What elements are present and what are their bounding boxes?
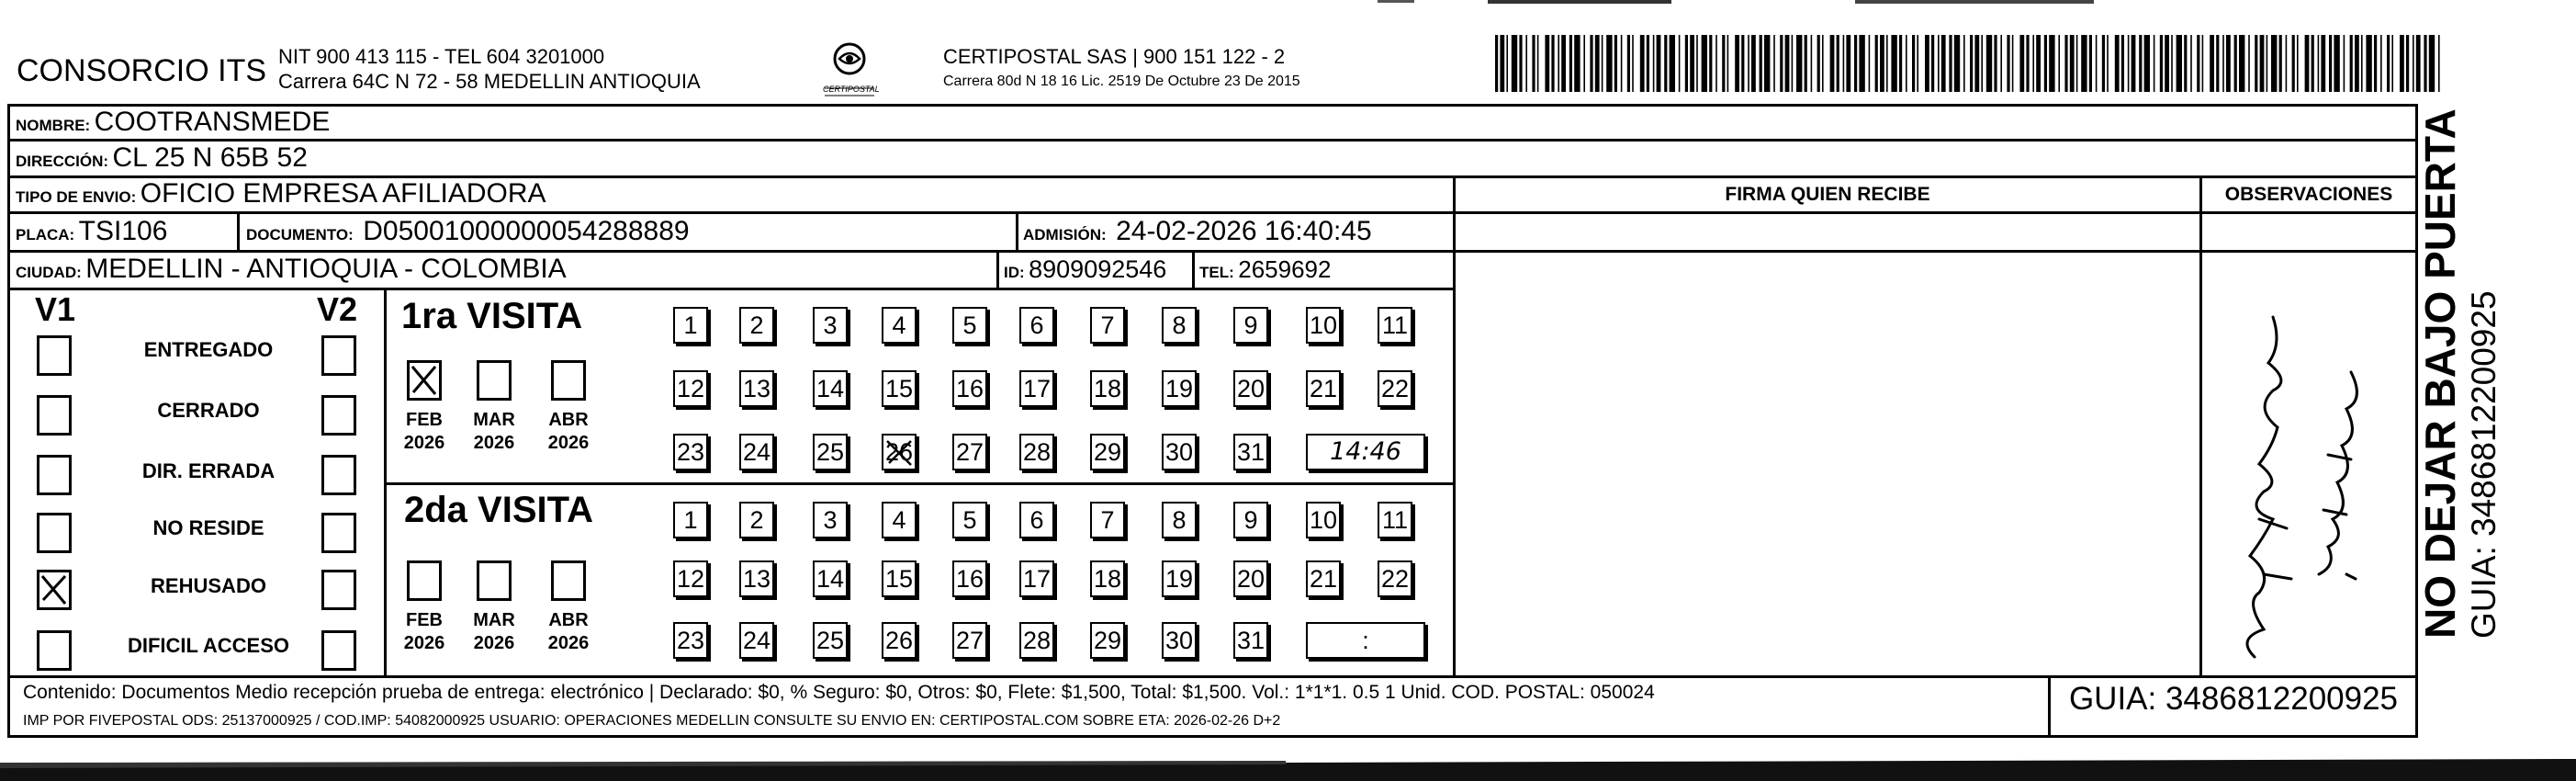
second-visit-day-23[interactable]: 23 (673, 622, 708, 659)
second-visit-day-25[interactable]: 25 (813, 622, 848, 659)
v2-checkbox[interactable] (321, 335, 356, 376)
v1-checkbox[interactable] (37, 335, 72, 376)
id-value: 8909092546 (1029, 255, 1167, 283)
second-visit-day-24[interactable]: 24 (739, 622, 774, 659)
v1-checkbox[interactable] (37, 570, 72, 610)
contenido-line: Contenido: Documentos Medio recepción prueba de entrega: electrónico | Declarado: $0, % Seguro: $0, Otros: $0, Flete: $1,500, Total: $1,500. Vol.: 1*1*1. 0.5 1 Unid. COD. POSTAL: 050024 (23, 682, 1655, 703)
month-label: MAR 2026 (473, 610, 515, 653)
certipostal-info (943, 44, 1300, 94)
v2-checkbox[interactable] (321, 630, 356, 671)
second-visit-time[interactable]: : (1306, 622, 1425, 659)
col-line (996, 250, 999, 288)
second-visit-month-box[interactable] (477, 560, 512, 601)
second-visit-month-box[interactable] (407, 560, 442, 601)
first-visit-day-3[interactable]: 3 (813, 307, 848, 344)
first-visit-day-29[interactable]: 29 (1090, 434, 1125, 470)
second-visit-day-11[interactable]: 11 (1378, 502, 1412, 538)
first-visit-day-1[interactable]: 1 (673, 307, 708, 344)
id-label: ID: (1004, 264, 1025, 281)
v2-checkbox[interactable] (321, 513, 356, 553)
tipo-envio-field (16, 178, 546, 214)
company-name: CONSORCIO ITS (17, 53, 267, 88)
ciudad-field (16, 254, 567, 289)
second-visit-day-10[interactable]: 10 (1306, 502, 1341, 538)
status-label: DIR. ERRADA (141, 459, 276, 482)
v1-checkbox[interactable] (37, 630, 72, 671)
first-visit-day-6[interactable]: 6 (1019, 307, 1054, 344)
footer-top-line (7, 675, 2415, 678)
row-line (7, 139, 2415, 141)
col-line (2199, 175, 2202, 675)
second-visit-day-29[interactable]: 29 (1090, 622, 1125, 659)
first-visit-day-9[interactable]: 9 (1233, 307, 1268, 344)
first-visit-day-10[interactable]: 10 (1306, 307, 1341, 344)
month-label: FEB 2026 (403, 410, 445, 453)
tel-field (1199, 254, 1331, 289)
admision-label: ADMISIÓN: (1023, 226, 1107, 243)
first-visit-day-4[interactable]: 4 (882, 307, 917, 344)
first-visit-day-27[interactable]: 27 (952, 434, 987, 470)
direccion-label: DIRECCIÓN: (16, 153, 109, 170)
second-visit-day-20[interactable]: 20 (1233, 560, 1268, 597)
v1-checkbox[interactable] (37, 513, 72, 553)
first-visit-day-12[interactable]: 12 (673, 370, 708, 407)
observaciones-header: OBSERVACIONES (2224, 184, 2393, 205)
second-visit-day-19[interactable]: 19 (1162, 560, 1197, 597)
guia-number: GUIA: 3486812200925 (2068, 681, 2399, 717)
no-dejar-bajo-puerta: NO DEJAR BAJO PUERTA (2416, 108, 2464, 639)
second-visit-day-8[interactable]: 8 (1162, 502, 1197, 538)
first-visit-day-8[interactable]: 8 (1162, 307, 1197, 344)
second-visit-day-13[interactable]: 13 (739, 560, 774, 597)
scan-artifact (1378, 0, 2112, 6)
admision-field (1023, 216, 1372, 252)
certipostal-logo (817, 40, 882, 101)
first-visit-day-23[interactable]: 23 (673, 434, 708, 470)
month-label: ABR 2026 (547, 610, 590, 653)
second-visit-day-6[interactable]: 6 (1019, 502, 1054, 538)
admision-value: 24-02-2026 16:40:45 (1116, 216, 1372, 246)
first-visit-time[interactable]: 14:46 (1306, 434, 1425, 470)
v2-checkbox[interactable] (321, 455, 356, 495)
first-visit-day-25[interactable]: 25 (813, 434, 848, 470)
documento-value: D05001000000054288889 (363, 216, 690, 246)
company-info (278, 44, 701, 94)
barcode (1495, 35, 2443, 92)
first-visit-day-28[interactable]: 28 (1019, 434, 1054, 470)
second-visit-day-3[interactable]: 3 (813, 502, 848, 538)
certipostal-address: Carrera 80d N 18 16 Lic. 2519 De Octubre 23 De 2015 (943, 74, 1300, 89)
col-line (1192, 250, 1195, 288)
second-visit-day-1[interactable]: 1 (673, 502, 708, 538)
first-visit-day-7[interactable]: 7 (1090, 307, 1125, 344)
second-visit-day-17[interactable]: 17 (1019, 560, 1054, 597)
tipo-envio-value: OFICIO EMPRESA AFILIADORA (140, 178, 546, 209)
v1-checkbox[interactable] (37, 395, 72, 436)
first-visit-day-19[interactable]: 19 (1162, 370, 1197, 407)
signature (2209, 299, 2383, 666)
visit-divider (384, 482, 1453, 485)
status-label: REHUSADO (151, 574, 266, 597)
status-label: DIFICIL ACCESO (127, 634, 289, 657)
second-visit-month-box[interactable] (551, 560, 586, 601)
second-visit-day-28[interactable]: 28 (1019, 622, 1054, 659)
status-label: NO RESIDE (152, 516, 264, 539)
second-visit-day-7[interactable]: 7 (1090, 502, 1125, 538)
nit-line: NIT 900 413 115 - TEL 604 3201000 (278, 45, 605, 68)
tel-label: TEL: (1199, 264, 1234, 281)
second-visit-day-26[interactable]: 26 (882, 622, 917, 659)
second-visit-day-22[interactable]: 22 (1378, 560, 1412, 597)
month-label: FEB 2026 (403, 610, 445, 653)
v2-checkbox[interactable] (321, 395, 356, 436)
v1-header: V1 (35, 290, 76, 328)
documento-field (246, 216, 690, 252)
second-visit-day-21[interactable]: 21 (1306, 560, 1341, 597)
month-label: ABR 2026 (547, 410, 590, 453)
second-visit-day-18[interactable]: 18 (1090, 560, 1125, 597)
tipo-envio-label: TIPO DE ENVIO: (16, 188, 137, 206)
col-line (384, 288, 387, 675)
first-visit-day-30[interactable]: 30 (1162, 434, 1197, 470)
col-line (2048, 675, 2051, 735)
second-visit-title: 2da VISITA (404, 490, 593, 530)
second-visit-day-31[interactable]: 31 (1233, 622, 1268, 659)
first-visit-day-21[interactable]: 21 (1306, 370, 1341, 407)
second-visit-day-9[interactable]: 9 (1233, 502, 1268, 538)
status-label: CERRADO (157, 399, 260, 422)
placa-value: TSI106 (78, 216, 168, 246)
first-visit-day-14[interactable]: 14 (813, 370, 848, 407)
first-visit-day-22[interactable]: 22 (1378, 370, 1412, 407)
second-visit-day-16[interactable]: 16 (952, 560, 987, 597)
col-line (1016, 211, 1018, 250)
first-visit-day-18[interactable]: 18 (1090, 370, 1125, 407)
second-visit-day-12[interactable]: 12 (673, 560, 708, 597)
second-visit-day-2[interactable]: 2 (739, 502, 774, 538)
first-visit-month-box[interactable] (407, 360, 442, 401)
ciudad-value: MEDELLIN - ANTIOQUIA - COLOMBIA (85, 254, 567, 284)
placa-field (16, 216, 167, 252)
nombre-field (16, 107, 330, 142)
first-visit-day-11[interactable]: 11 (1378, 307, 1412, 344)
logo-text: CERTIPOSTAL (823, 85, 880, 94)
first-visit-day-16[interactable]: 16 (952, 370, 987, 407)
first-visit-day-24[interactable]: 24 (739, 434, 774, 470)
placa-label: PLACA: (16, 226, 75, 243)
frame-bottom (7, 735, 2415, 738)
tel-value: 2659692 (1238, 255, 1332, 283)
scan-artifact (0, 755, 2576, 781)
v2-header: V2 (317, 290, 358, 328)
first-visit-day-2[interactable]: 2 (739, 307, 774, 344)
second-visit-day-14[interactable]: 14 (813, 560, 848, 597)
imp-line: IMP POR FIVEPOSTAL ODS: 25137000925 / COD.IMP: 54082000925 USUARIO: OPERACIONES MEDELLIN CONSULTE SU ENVIO EN: CERTIPOSTAL.COM SOBRE ETA: 2026-02-26 D+2 (23, 713, 1281, 729)
id-field (1004, 254, 1166, 289)
first-visit-title: 1ra VISITA (401, 296, 583, 336)
address-line: Carrera 64C N 72 - 58 MEDELLIN ANTIOQUIA (278, 70, 701, 93)
frame-left (7, 104, 10, 738)
ciudad-label: CIUDAD: (16, 264, 82, 281)
first-visit-day-17[interactable]: 17 (1019, 370, 1054, 407)
col-line (237, 211, 240, 250)
first-visit-day-15[interactable]: 15 (882, 370, 917, 407)
second-visit-day-4[interactable]: 4 (882, 502, 917, 538)
v2-checkbox[interactable] (321, 570, 356, 610)
first-visit-day-13[interactable]: 13 (739, 370, 774, 407)
first-visit-day-31[interactable]: 31 (1233, 434, 1268, 470)
first-visit-month-box[interactable] (477, 360, 512, 401)
second-visit-day-27[interactable]: 27 (952, 622, 987, 659)
documento-label: DOCUMENTO: (246, 226, 354, 243)
nombre-label: NOMBRE: (16, 117, 91, 134)
frame-top (7, 104, 2415, 107)
status-label: ENTREGADO (143, 338, 274, 361)
second-visit-day-5[interactable]: 5 (952, 502, 987, 538)
first-visit-day-26[interactable]: 26 (882, 434, 917, 470)
certipostal-line: CERTIPOSTAL SAS | 900 151 122 - 2 (943, 45, 1286, 68)
row-line (1453, 250, 2415, 253)
direccion-value: CL 25 N 65B 52 (112, 142, 308, 173)
firma-header: FIRMA QUIEN RECIBE (1725, 184, 1930, 205)
v1-checkbox[interactable] (37, 455, 72, 495)
second-visit-day-30[interactable]: 30 (1162, 622, 1197, 659)
first-visit-month-box[interactable] (551, 360, 586, 401)
first-visit-day-5[interactable]: 5 (952, 307, 987, 344)
first-visit-day-20[interactable]: 20 (1233, 370, 1268, 407)
side-guia: GUIA: 3486812200925 (2465, 290, 2503, 639)
nombre-value: COOTRANSMEDE (94, 107, 331, 137)
month-label: MAR 2026 (473, 410, 515, 453)
second-visit-day-15[interactable]: 15 (882, 560, 917, 597)
direccion-field (16, 142, 308, 178)
col-line (1453, 175, 1456, 675)
